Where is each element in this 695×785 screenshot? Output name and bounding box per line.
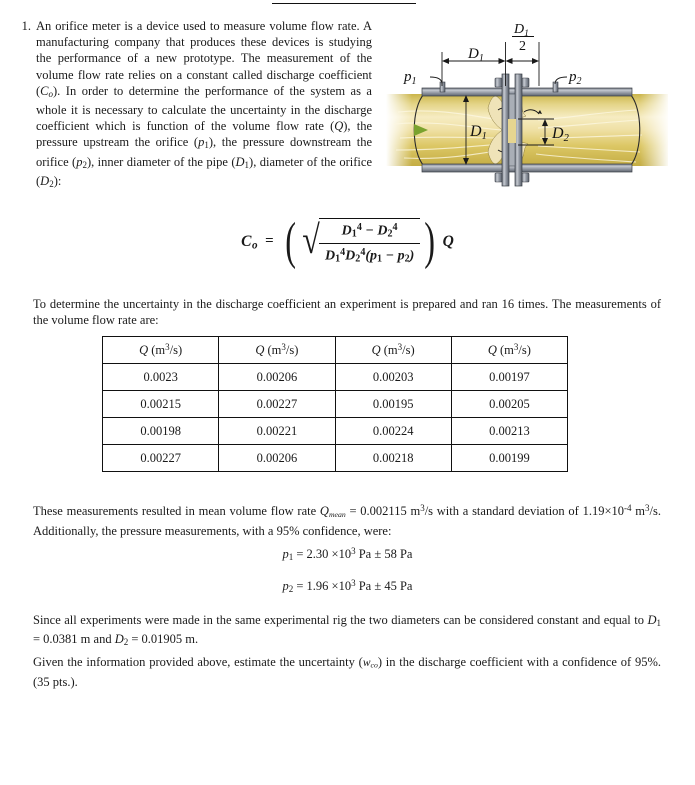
equation-lhs: $C_o$	[241, 232, 259, 251]
table-cell: 0.00227	[103, 445, 219, 472]
pressure-p1-line: $p_1 = 2.30 \times 10^3$ Pa ± 58 Pa	[282, 546, 413, 563]
equation-fraction	[319, 218, 420, 265]
table-header-cell: Q $(m^3/s)$	[335, 337, 451, 364]
label-p1	[403, 69, 442, 87]
table-header-cell: Q $(m^3/s)$	[451, 337, 567, 364]
table-cell: 0.00213	[451, 418, 567, 445]
table-cell: 0.00221	[219, 418, 335, 445]
table-cell: 0.0023	[103, 364, 219, 391]
table-cell: 0.00199	[451, 445, 567, 472]
table-row	[103, 391, 568, 418]
discharge-coefficient-equation	[0, 213, 695, 271]
label-d1-vertical: D1	[470, 123, 487, 142]
table-cell: 0.00227	[219, 391, 335, 418]
svg-text:2: 2	[519, 39, 526, 54]
problem-number: 1.	[21, 19, 31, 33]
mean-std-paragraph: These measurements resulted in mean volume flow rate $Q_{mean} = 0.002115$ $m^3/s$ with a standard deviation of $1.19\times 10^{-4}$ $m^3/s$. Additionally, the pressure measurements, with a 95% confidence, were:	[33, 503, 661, 539]
equation-paren-left: (	[284, 213, 296, 271]
table-header-cell: Q $(m^3/s)$	[103, 337, 219, 364]
label-d1-over-2	[512, 22, 534, 54]
pressure-tap-p1	[440, 82, 445, 92]
table-cell: 0.00198	[103, 418, 219, 445]
orifice-bore	[508, 119, 516, 143]
problem-block	[16, 18, 372, 192]
pressure-tap-p2	[553, 82, 558, 92]
label-p2	[555, 69, 582, 87]
final-question-paragraph: Given the information provided above, estimate the uncertainty $(w_{co})$ in the discharge coefficient with a confidence of 95%. (35 pts.).	[33, 655, 661, 690]
table-cell: 0.00197	[451, 364, 567, 391]
table-row	[103, 364, 568, 391]
table-row	[103, 418, 568, 445]
radical-sign: √	[302, 217, 320, 262]
equation-paren-right: )	[424, 213, 436, 271]
flow-rate-table	[102, 336, 568, 472]
table-cell: 0.00205	[451, 391, 567, 418]
svg-text:D1: $D_1$	[514, 22, 529, 39]
table-cell: 0.00218	[335, 445, 451, 472]
table-cell: 0.00224	[335, 418, 451, 445]
pressure-p2-line: $p_2 = 1.96 \times 10^3$ Pa ± 45 Pa	[282, 578, 413, 595]
table-cell: 0.00195	[335, 391, 451, 418]
experiment-intro-paragraph: To determine the uncertainty in the discharge coefficient an experiment is prepared and ran 16 times. The measurements of the volume flow rate are:	[33, 297, 661, 328]
label-d1-horizontal: $D_1$	[468, 46, 484, 64]
problem-statement-text: An orifice meter is a device used to measure volume flow rate. A manufacturing company that produces these devices is studying the performance of a new prototype. The measurement of the volume flow rate relies on a constant called discharge coefficient $(C_o)$. In order to determine the performance of the system as a whole it is necessary to calculate the uncertainty in the discharge coefficient which is function of the volume flow rate (Q), the pressure upstream the orifice $(p_1)$, the pressure downstream the orifice $(p_2)$, inner diameter of the pipe $(D_1)$, diameter of the orifice $(D_2)$:	[36, 19, 372, 189]
rig-diameters-paragraph: Since all experiments were made in the same experimental rig the two diameters can be considered constant and equal to $D_1 = 0.0381$ m and $D_2 = 0.01905$ m.	[33, 613, 661, 648]
orifice-meter-figure	[378, 16, 683, 194]
equation-radical	[300, 218, 420, 265]
table-body	[103, 337, 568, 472]
equation-denominator: $D_1^4D_2^4(p_1 - p_2)$	[324, 246, 415, 265]
equation-trailing-q: Q	[442, 232, 454, 250]
svg-text:p1: $p_1$	[404, 69, 417, 87]
table-cell: 0.00206	[219, 445, 335, 472]
table-cell: 0.00215	[103, 391, 219, 418]
equation-equals: =	[265, 233, 274, 250]
equation-numerator: $D_1^4 - D_2^4$	[319, 220, 420, 244]
table-header-row	[103, 337, 568, 364]
svg-text:p2: $p_2$	[569, 69, 582, 87]
top-divider-rule	[272, 3, 416, 4]
table-cell: 0.00206	[219, 364, 335, 391]
table-row	[103, 445, 568, 472]
label-d2-vertical: D2	[552, 125, 569, 144]
table-cell: 0.00203	[335, 364, 451, 391]
pipe-fluid-body	[386, 94, 670, 166]
table-header-cell: Q $(m^3/s)$	[219, 337, 335, 364]
